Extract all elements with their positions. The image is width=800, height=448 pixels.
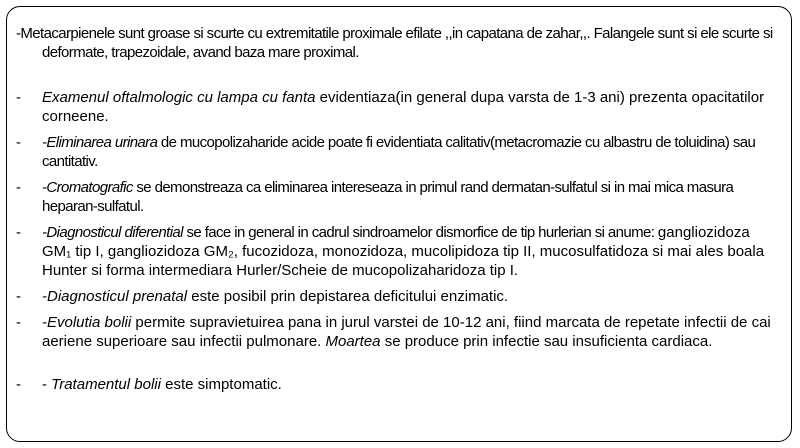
emphasis-text: Tratamentul bolii [51, 376, 161, 393]
paragraph-tratament [16, 375, 780, 394]
emphasis-text: Examenul oftalmologic cu lampa cu fanta [42, 89, 316, 106]
paragraph-text: evidentiaza(in general dupa varsta de 1-3 ani) prezenta opacitatilor corneene. [42, 89, 765, 125]
paragraph-eliminare-urinara [16, 133, 780, 171]
paragraph-examen-oftalmologic [16, 88, 780, 126]
paragraph-metacarpiene [16, 24, 780, 62]
bullet-dash: - [16, 376, 21, 393]
paragraph-text: permite supravietuirea pana in jurul varstei de 10-12 ani, fiind marcata de repetate infectii de cai aeriene superioare sau infectii pulmonare. [42, 314, 771, 350]
paragraph-text-continued: gangliozidoza GM₁ tip I, gangliozidoza GM₂, fucozidoza, monozidoza, mucolipidoza tip II, mucosulfatidoza si mai ales boala Hunter si forma intermediara Hurler/Scheie de mucopolizaharidoza tip I. [42, 224, 765, 279]
paragraph-text-continued: se produce prin infectie sau insuficienta cardiaca. [380, 333, 713, 350]
bullet-dash: - [16, 179, 21, 196]
bullet-dash: - [16, 224, 21, 241]
paragraph-evolutia-bolii [16, 313, 780, 351]
emphasis-text: -Cromatografic [42, 179, 133, 196]
paragraph-cromatografic [16, 178, 780, 216]
slide-content [16, 24, 780, 394]
bullet-dash: - [16, 89, 21, 106]
bullet-dash: - [16, 134, 21, 151]
paragraph-text: se face in general in cadrul sindroamelor dismorfice de tip hurlerian si anume: [182, 224, 658, 241]
paragraph-diagnostic-prenatal [16, 287, 780, 306]
bullet-dash: - [16, 288, 21, 305]
emphasis-text-secondary: Moartea [325, 333, 381, 350]
paragraph-text: se demonstreaza ca eliminarea intereseaza in primul rand dermatan-sulfatul si in mai mica masura heparan-sulfatul. [42, 179, 734, 215]
paragraph-text: de mucopolizaharide acide poate fi evidentiata calitativ(metacromazie cu albastru de toluidina) sau cantitativ. [42, 134, 756, 170]
paragraph-text: -Metacarpienele sunt groase si scurte cu extremitatile proximale efilate ,,in capatana de zahar,,. Falangele sunt si ele scurte si deformate, trapezoidale, avand baza mare proximal. [16, 25, 773, 61]
lead-dash: - [42, 376, 52, 393]
emphasis-text: -Diagnosticul prenatal [42, 288, 188, 305]
emphasis-text: -Diagnosticul diferential [42, 224, 183, 241]
paragraph-text: este posibil prin depistarea deficitului enzimatic. [187, 288, 509, 305]
paragraph-diagnostic-diferential [16, 223, 780, 280]
emphasis-text: -Evolutia bolii [42, 314, 132, 331]
paragraph-text: este simptomatic. [160, 376, 282, 393]
emphasis-text: -Eliminarea urinara [42, 134, 158, 151]
bullet-dash: - [16, 314, 21, 331]
